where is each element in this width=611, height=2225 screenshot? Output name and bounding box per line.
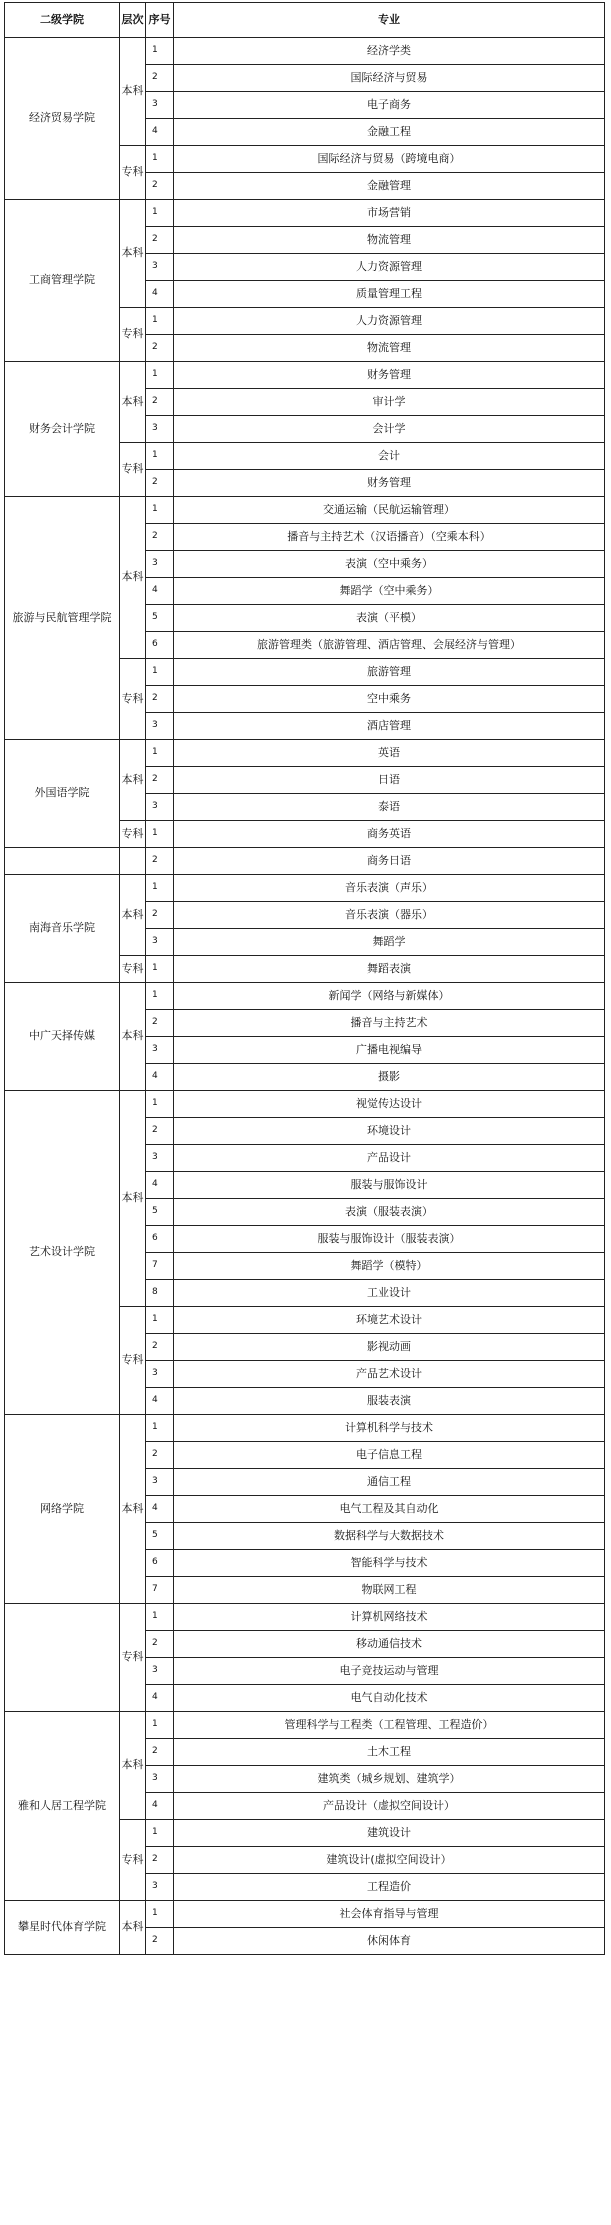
number-cell: 1 bbox=[146, 956, 174, 983]
number-cell: 3 bbox=[146, 1037, 174, 1064]
major-cell: 建筑设计(虚拟空间设计） bbox=[174, 1847, 605, 1874]
major-cell: 建筑设计 bbox=[174, 1820, 605, 1847]
table-body bbox=[5, 38, 605, 1955]
number-cell: 2 bbox=[146, 335, 174, 362]
major-cell: 管理科学与工程类（工程管理、工程造价） bbox=[174, 1712, 605, 1739]
major-cell: 产品设计（虚拟空间设计） bbox=[174, 1793, 605, 1820]
number-cell: 7 bbox=[146, 1577, 174, 1604]
level-cell: 本科 bbox=[120, 1901, 146, 1955]
number-cell: 3 bbox=[146, 713, 174, 740]
major-cell: 影视动画 bbox=[174, 1334, 605, 1361]
major-cell: 工程造价 bbox=[174, 1874, 605, 1901]
number-cell: 1 bbox=[146, 200, 174, 227]
major-cell: 商务日语 bbox=[174, 848, 605, 875]
majors-table bbox=[4, 2, 605, 1955]
major-cell: 日语 bbox=[174, 767, 605, 794]
number-cell: 5 bbox=[146, 1199, 174, 1226]
header-major: 专业 bbox=[174, 3, 605, 38]
number-cell: 1 bbox=[146, 1604, 174, 1631]
table-row bbox=[5, 875, 605, 902]
number-cell: 1 bbox=[146, 659, 174, 686]
number-cell: 1 bbox=[146, 308, 174, 335]
school-cell: 南海音乐学院 bbox=[5, 875, 120, 983]
header-row bbox=[5, 3, 605, 38]
level-cell: 本科 bbox=[120, 983, 146, 1091]
level-cell: 本科 bbox=[120, 1091, 146, 1307]
header-number: 序号 bbox=[146, 3, 174, 38]
major-cell: 播音与主持艺术 bbox=[174, 1010, 605, 1037]
number-cell: 2 bbox=[146, 686, 174, 713]
level-cell: 专科 bbox=[120, 1820, 146, 1901]
level-cell: 本科 bbox=[120, 362, 146, 443]
major-cell: 摄影 bbox=[174, 1064, 605, 1091]
level-cell: 本科 bbox=[120, 38, 146, 146]
level-cell: 专科 bbox=[120, 956, 146, 983]
major-cell: 计算机科学与技术 bbox=[174, 1415, 605, 1442]
number-cell: 1 bbox=[146, 1901, 174, 1928]
major-cell: 电子竞技运动与管理 bbox=[174, 1658, 605, 1685]
major-cell: 酒店管理 bbox=[174, 713, 605, 740]
number-cell: 7 bbox=[146, 1253, 174, 1280]
major-cell: 计算机网络技术 bbox=[174, 1604, 605, 1631]
level-cell: 本科 bbox=[120, 497, 146, 659]
number-cell: 2 bbox=[146, 470, 174, 497]
major-cell: 移动通信技术 bbox=[174, 1631, 605, 1658]
school-cell: 外国语学院 bbox=[5, 740, 120, 848]
level-cell: 专科 bbox=[120, 659, 146, 740]
number-cell: 4 bbox=[146, 1793, 174, 1820]
header-level: 层次 bbox=[120, 3, 146, 38]
number-cell: 1 bbox=[146, 1091, 174, 1118]
number-cell: 2 bbox=[146, 1442, 174, 1469]
major-cell: 智能科学与技术 bbox=[174, 1550, 605, 1577]
number-cell: 3 bbox=[146, 1361, 174, 1388]
number-cell: 1 bbox=[146, 497, 174, 524]
number-cell: 1 bbox=[146, 1712, 174, 1739]
number-cell: 2 bbox=[146, 227, 174, 254]
major-cell: 电气自动化技术 bbox=[174, 1685, 605, 1712]
level-cell: 本科 bbox=[120, 875, 146, 956]
number-cell: 4 bbox=[146, 281, 174, 308]
number-cell: 1 bbox=[146, 362, 174, 389]
major-cell: 财务管理 bbox=[174, 362, 605, 389]
number-cell: 3 bbox=[146, 929, 174, 956]
number-cell: 4 bbox=[146, 1388, 174, 1415]
school-cell: 雅和人居工程学院 bbox=[5, 1712, 120, 1901]
table-row bbox=[5, 1415, 605, 1442]
table-row bbox=[5, 362, 605, 389]
number-cell: 4 bbox=[146, 1685, 174, 1712]
number-cell: 4 bbox=[146, 1172, 174, 1199]
table-row bbox=[5, 497, 605, 524]
major-cell: 国际经济与贸易 bbox=[174, 65, 605, 92]
number-cell: 1 bbox=[146, 1307, 174, 1334]
level-cell: 专科 bbox=[120, 443, 146, 497]
header-school: 二级学院 bbox=[5, 3, 120, 38]
major-cell: 社会体育指导与管理 bbox=[174, 1901, 605, 1928]
number-cell: 3 bbox=[146, 1469, 174, 1496]
number-cell: 3 bbox=[146, 1145, 174, 1172]
number-cell: 3 bbox=[146, 254, 174, 281]
number-cell: 3 bbox=[146, 1874, 174, 1901]
number-cell: 1 bbox=[146, 146, 174, 173]
major-cell: 音乐表演（声乐） bbox=[174, 875, 605, 902]
major-cell: 空中乘务 bbox=[174, 686, 605, 713]
level-cell: 专科 bbox=[120, 146, 146, 200]
number-cell: 3 bbox=[146, 1658, 174, 1685]
major-cell: 新闻学（网络与新媒体） bbox=[174, 983, 605, 1010]
number-cell: 1 bbox=[146, 821, 174, 848]
number-cell: 8 bbox=[146, 1280, 174, 1307]
major-cell: 审计学 bbox=[174, 389, 605, 416]
school-cell: 中广天择传媒 bbox=[5, 983, 120, 1091]
major-cell: 服装与服饰设计 bbox=[174, 1172, 605, 1199]
number-cell: 2 bbox=[146, 1928, 174, 1955]
number-cell: 1 bbox=[146, 1820, 174, 1847]
major-cell: 物联网工程 bbox=[174, 1577, 605, 1604]
table-row bbox=[5, 1712, 605, 1739]
major-cell: 旅游管理类（旅游管理、酒店管理、会展经济与管理） bbox=[174, 632, 605, 659]
number-cell: 2 bbox=[146, 767, 174, 794]
major-cell: 音乐表演（器乐） bbox=[174, 902, 605, 929]
number-cell: 2 bbox=[146, 1118, 174, 1145]
number-cell: 6 bbox=[146, 1226, 174, 1253]
school-cell: 攀星时代体育学院 bbox=[5, 1901, 120, 1955]
level-cell bbox=[120, 848, 146, 875]
level-cell: 专科 bbox=[120, 1604, 146, 1712]
number-cell: 3 bbox=[146, 794, 174, 821]
major-cell: 金融工程 bbox=[174, 119, 605, 146]
table-row bbox=[5, 740, 605, 767]
major-cell: 表演（空中乘务） bbox=[174, 551, 605, 578]
major-cell: 工业设计 bbox=[174, 1280, 605, 1307]
major-cell: 播音与主持艺术（汉语播音）（空乘本科） bbox=[174, 524, 605, 551]
number-cell: 3 bbox=[146, 416, 174, 443]
major-cell: 金融管理 bbox=[174, 173, 605, 200]
major-cell: 物流管理 bbox=[174, 335, 605, 362]
major-cell: 数据科学与大数据技术 bbox=[174, 1523, 605, 1550]
number-cell: 2 bbox=[146, 1334, 174, 1361]
number-cell: 1 bbox=[146, 740, 174, 767]
major-cell: 经济学类 bbox=[174, 38, 605, 65]
major-cell: 产品艺术设计 bbox=[174, 1361, 605, 1388]
number-cell: 4 bbox=[146, 1496, 174, 1523]
number-cell: 2 bbox=[146, 173, 174, 200]
major-cell: 服装表演 bbox=[174, 1388, 605, 1415]
number-cell: 6 bbox=[146, 632, 174, 659]
major-cell: 旅游管理 bbox=[174, 659, 605, 686]
major-cell: 建筑类（城乡规划、建筑学） bbox=[174, 1766, 605, 1793]
major-cell: 环境设计 bbox=[174, 1118, 605, 1145]
school-cell: 经济贸易学院 bbox=[5, 38, 120, 200]
major-cell: 舞蹈学（模特） bbox=[174, 1253, 605, 1280]
major-cell: 产品设计 bbox=[174, 1145, 605, 1172]
major-cell: 广播电视编导 bbox=[174, 1037, 605, 1064]
major-cell: 通信工程 bbox=[174, 1469, 605, 1496]
number-cell: 6 bbox=[146, 1550, 174, 1577]
school-cell: 财务会计学院 bbox=[5, 362, 120, 497]
school-cell bbox=[5, 848, 120, 875]
school-cell: 艺术设计学院 bbox=[5, 1091, 120, 1415]
school-cell: 工商管理学院 bbox=[5, 200, 120, 362]
major-cell: 舞蹈学 bbox=[174, 929, 605, 956]
number-cell: 5 bbox=[146, 605, 174, 632]
number-cell: 1 bbox=[146, 875, 174, 902]
major-cell: 舞蹈学（空中乘务） bbox=[174, 578, 605, 605]
major-cell: 电子商务 bbox=[174, 92, 605, 119]
major-cell: 服装与服饰设计（服装表演） bbox=[174, 1226, 605, 1253]
major-cell: 环境艺术设计 bbox=[174, 1307, 605, 1334]
number-cell: 3 bbox=[146, 92, 174, 119]
number-cell: 2 bbox=[146, 1847, 174, 1874]
table-row bbox=[5, 200, 605, 227]
table-row bbox=[5, 983, 605, 1010]
major-cell: 视觉传达设计 bbox=[174, 1091, 605, 1118]
level-cell: 专科 bbox=[120, 308, 146, 362]
level-cell: 本科 bbox=[120, 1712, 146, 1820]
table-row bbox=[5, 1091, 605, 1118]
school-cell: 网络学院 bbox=[5, 1415, 120, 1604]
major-cell: 土木工程 bbox=[174, 1739, 605, 1766]
major-cell: 物流管理 bbox=[174, 227, 605, 254]
number-cell: 2 bbox=[146, 1631, 174, 1658]
school-cell: 旅游与民航管理学院 bbox=[5, 497, 120, 740]
table-row bbox=[5, 1604, 605, 1631]
number-cell: 1 bbox=[146, 38, 174, 65]
major-cell: 电气工程及其自动化 bbox=[174, 1496, 605, 1523]
major-cell: 交通运输（民航运输管理） bbox=[174, 497, 605, 524]
major-cell: 财务管理 bbox=[174, 470, 605, 497]
number-cell: 3 bbox=[146, 1766, 174, 1793]
number-cell: 2 bbox=[146, 1739, 174, 1766]
number-cell: 2 bbox=[146, 389, 174, 416]
major-cell: 泰语 bbox=[174, 794, 605, 821]
number-cell: 2 bbox=[146, 524, 174, 551]
number-cell: 1 bbox=[146, 983, 174, 1010]
major-cell: 会计学 bbox=[174, 416, 605, 443]
level-cell: 本科 bbox=[120, 200, 146, 308]
number-cell: 1 bbox=[146, 443, 174, 470]
major-cell: 国际经济与贸易（跨境电商） bbox=[174, 146, 605, 173]
number-cell: 4 bbox=[146, 1064, 174, 1091]
major-cell: 电子信息工程 bbox=[174, 1442, 605, 1469]
major-cell: 表演（平模） bbox=[174, 605, 605, 632]
number-cell: 3 bbox=[146, 551, 174, 578]
number-cell: 2 bbox=[146, 1010, 174, 1037]
major-cell: 会计 bbox=[174, 443, 605, 470]
number-cell: 5 bbox=[146, 1523, 174, 1550]
major-cell: 人力资源管理 bbox=[174, 308, 605, 335]
number-cell: 4 bbox=[146, 578, 174, 605]
level-cell: 专科 bbox=[120, 1307, 146, 1415]
number-cell: 1 bbox=[146, 1415, 174, 1442]
major-cell: 表演（服装表演） bbox=[174, 1199, 605, 1226]
major-cell: 质量管理工程 bbox=[174, 281, 605, 308]
number-cell: 2 bbox=[146, 902, 174, 929]
table-row bbox=[5, 38, 605, 65]
major-cell: 舞蹈表演 bbox=[174, 956, 605, 983]
number-cell: 4 bbox=[146, 119, 174, 146]
school-cell bbox=[5, 1604, 120, 1712]
major-cell: 休闲体育 bbox=[174, 1928, 605, 1955]
level-cell: 本科 bbox=[120, 1415, 146, 1604]
table-row bbox=[5, 848, 605, 875]
table-row bbox=[5, 1901, 605, 1928]
major-cell: 市场营销 bbox=[174, 200, 605, 227]
major-cell: 商务英语 bbox=[174, 821, 605, 848]
major-cell: 英语 bbox=[174, 740, 605, 767]
level-cell: 本科 bbox=[120, 740, 146, 821]
major-cell: 人力资源管理 bbox=[174, 254, 605, 281]
number-cell: 2 bbox=[146, 65, 174, 92]
level-cell: 专科 bbox=[120, 821, 146, 848]
number-cell: 2 bbox=[146, 848, 174, 875]
